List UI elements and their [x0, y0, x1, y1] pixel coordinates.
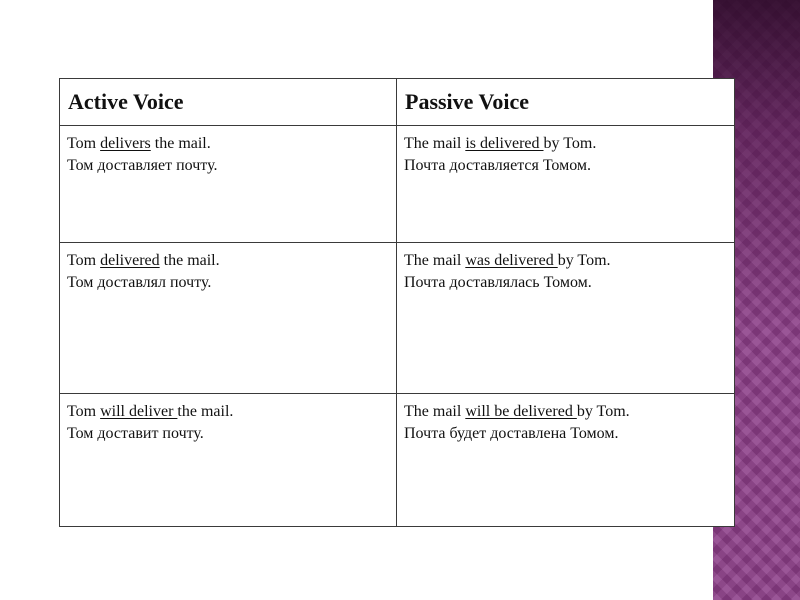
sentence-text: Tom	[67, 402, 101, 420]
english-sentence	[67, 401, 389, 423]
sentence-text: the mail.	[177, 402, 234, 420]
verb-underlined: is delivered	[465, 135, 544, 153]
sentence-text: the mail.	[159, 252, 220, 270]
english-sentence	[404, 401, 727, 423]
passive-cell	[397, 126, 735, 243]
sentence-text: Tom	[67, 252, 101, 270]
english-sentence	[404, 250, 727, 272]
russian-sentence: Почта доставляется Томом.	[404, 157, 592, 175]
active-cell	[60, 393, 397, 526]
header-active-voice: Active Voice	[60, 79, 397, 126]
sentence-text: The mail	[404, 402, 466, 420]
sentence-text: by Tom.	[576, 402, 630, 420]
table-row	[60, 393, 735, 526]
verb-underlined: delivered	[100, 252, 160, 270]
passive-cell	[397, 393, 735, 526]
sentence-text: the mail.	[150, 135, 211, 153]
header-passive-voice: Passive Voice	[397, 79, 735, 126]
russian-sentence: Том доставит почту.	[67, 424, 204, 442]
active-cell	[60, 126, 397, 243]
verb-underlined: will deliver	[100, 402, 178, 420]
russian-sentence: Почта будет доставлена Томом.	[404, 424, 619, 442]
table-header-row	[60, 79, 735, 126]
sentence-text: by Tom.	[543, 135, 597, 153]
voice-comparison-table	[59, 78, 735, 527]
verb-underlined: was delivered	[465, 252, 558, 270]
table-row	[60, 126, 735, 243]
verb-underlined: will be delivered	[465, 402, 577, 420]
sentence-text: Tom	[67, 135, 101, 153]
russian-sentence: Почта доставлялась Томом.	[404, 274, 592, 292]
english-sentence	[67, 250, 389, 272]
table-row	[60, 243, 735, 393]
sentence-text: The mail	[404, 252, 466, 270]
active-cell	[60, 243, 397, 393]
russian-sentence: Том доставлял почту.	[67, 274, 212, 292]
english-sentence	[404, 133, 727, 155]
russian-sentence: Том доставляет почту.	[67, 157, 218, 175]
sentence-text: by Tom.	[557, 252, 611, 270]
passive-cell	[397, 243, 735, 393]
english-sentence	[67, 133, 389, 155]
sentence-text: The mail	[404, 135, 466, 153]
verb-underlined: delivers	[100, 135, 151, 153]
